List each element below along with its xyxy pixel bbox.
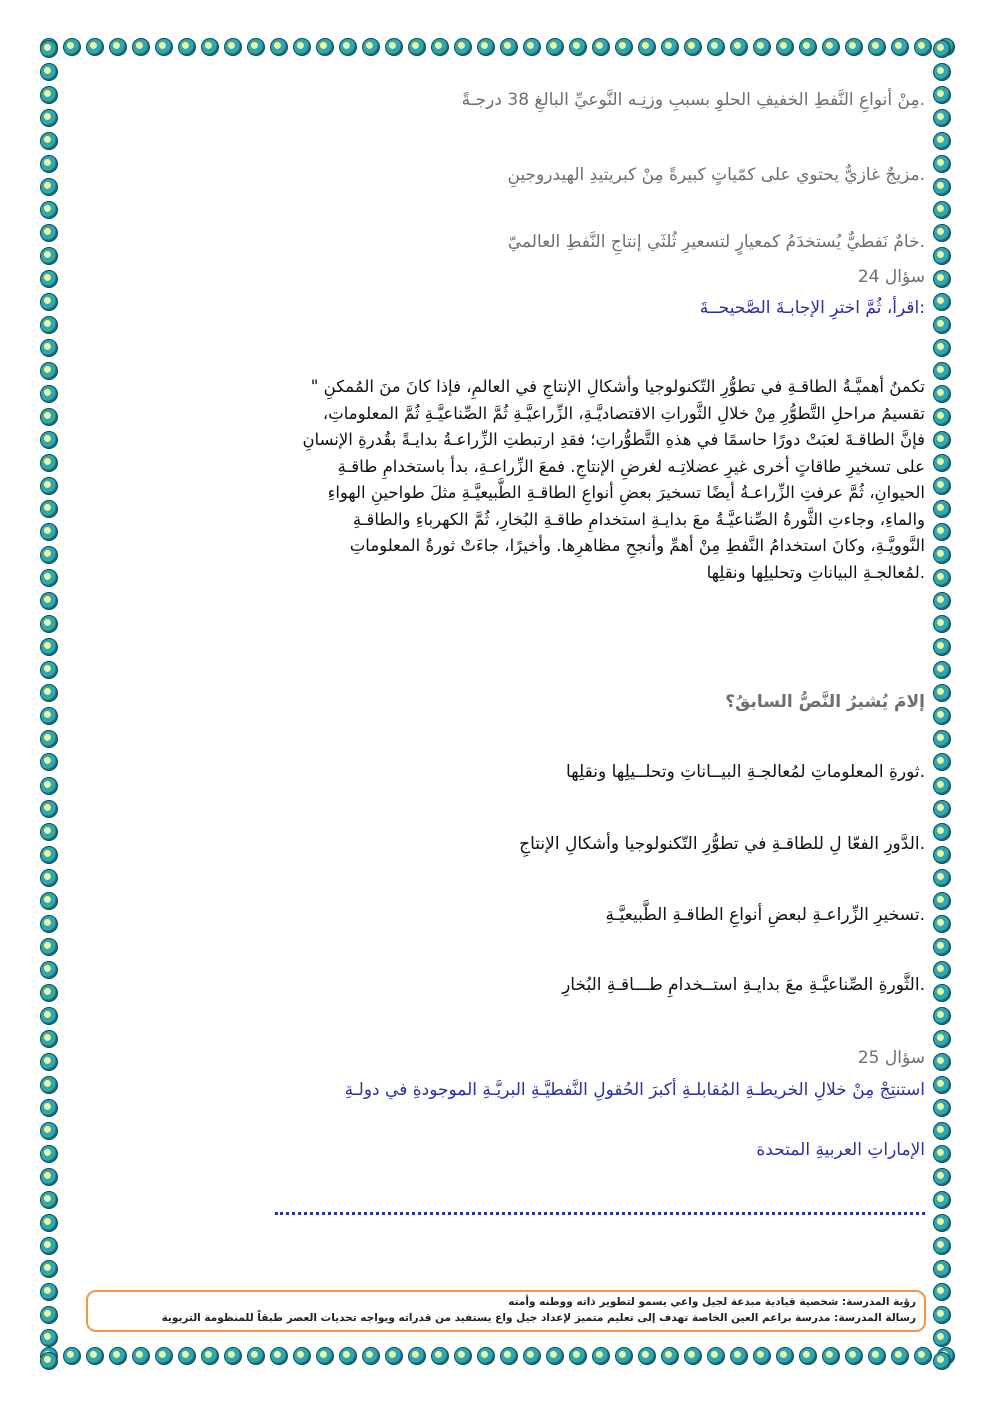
globe-icon [40,846,58,864]
globe-icon [270,1347,288,1365]
globe-icon [339,38,357,56]
globe-icon [569,1347,587,1365]
globe-icon [933,270,951,288]
answer-line[interactable] [275,1208,925,1215]
globe-icon [615,38,633,56]
globe-icon [933,1237,951,1255]
globe-icon [40,155,58,173]
globe-icon [40,40,58,58]
globe-icon [178,38,196,56]
globe-icon [40,86,58,104]
globe-icon [891,38,909,56]
right-border [933,40,955,1370]
globe-icon [293,38,311,56]
globe-icon [891,1347,909,1365]
globe-icon [845,38,863,56]
globe-icon [132,38,150,56]
globe-icon [868,1347,886,1365]
globe-icon [40,615,58,633]
globe-icon [914,38,932,56]
globe-icon [933,569,951,587]
globe-icon [40,316,58,334]
answer-option-3[interactable]: .تسخيرِ الزِّراعـةِ لبعضِ أنواعِ الطاقـةِ الطَّبيعيَّـةِ [605,905,925,925]
globe-icon [40,915,58,933]
globe-icon [224,1347,242,1365]
passage-line: الحيوانِ، ثُمَّ عرفتِ الزِّراعـةُ أيضًا تسخيرَ بعضِ أنواعِ الطاقـةِ الطَّبيعيَّـةِ مثلَ طواحينِ الهواءِ [327,483,925,502]
globe-icon [40,869,58,887]
globe-icon [933,846,951,864]
globe-icon [40,1099,58,1117]
globe-icon [933,638,951,656]
globe-icon [86,1347,104,1365]
answer-option-2[interactable]: .الدَّورِ الفعّا لِ للطاقـةِ في تطوُّرِ التّكنولوجيا وأشكالِ الإنتاجِ [519,834,925,854]
globe-icon [845,1347,863,1365]
globe-icon [40,1122,58,1140]
answer-option-1[interactable]: .ثورةِ المعلوماتِ لمُعالجـةِ البيــاناتِ وتحلــيلِها ونقلِها [565,762,925,782]
globe-icon [40,569,58,587]
globe-icon [201,1347,219,1365]
passage-line: على تسخيرِ طاقاتٍ أخرى غيرِ عضلاتِـه لغرضِ الإنتاجِ. فمعَ الزِّراعـةِ، بدأ باستخدامِ طاقـةِ [337,456,925,476]
globe-icon [933,1076,951,1094]
globe-icon [933,454,951,472]
globe-icon [40,777,58,795]
globe-icon [914,1347,932,1365]
globe-icon [592,1347,610,1365]
globe-icon [40,1329,58,1347]
globe-icon [247,38,265,56]
globe-icon [933,753,951,771]
globe-icon [40,707,58,725]
globe-icon [454,38,472,56]
globe-icon [40,362,58,380]
globe-icon [270,38,288,56]
globe-icon [799,38,817,56]
question-25-line-2: الإماراتِ العربيةِ المتحدة [756,1140,925,1160]
globe-icon [592,38,610,56]
globe-icon [109,38,127,56]
globe-icon [40,1260,58,1278]
globe-icon [316,38,334,56]
left-border [40,40,62,1370]
globe-icon [933,684,951,702]
globe-icon [40,1030,58,1048]
globe-icon [40,1007,58,1025]
globe-icon [933,63,951,81]
globe-icon [933,730,951,748]
globe-icon [933,1168,951,1186]
globe-icon [684,1347,702,1365]
globe-icon [362,38,380,56]
globe-icon [40,201,58,219]
passage-line: النَّوويَّـةِ، وكانَ استخدامُ النَّفطِ مِنْ أهمِّ وأنجحِ مظاهرِها. وأخيرًا، جاءَتْ ثورةُ المعلوماتِ [349,536,925,555]
globe-icon [933,1306,951,1324]
globe-icon [40,961,58,979]
globe-icon [155,1347,173,1365]
globe-icon [933,40,951,58]
globe-icon [684,38,702,56]
globe-icon [40,1191,58,1209]
globe-icon [40,1168,58,1186]
globe-icon [730,1347,748,1365]
globe-icon [933,408,951,426]
globe-icon [40,684,58,702]
globe-icon [63,38,81,56]
globe-icon [40,109,58,127]
passage [85,374,925,586]
globe-icon [40,224,58,242]
globe-icon [707,38,725,56]
globe-icon [933,707,951,725]
globe-icon [86,38,104,56]
globe-icon [224,38,242,56]
globe-icon [40,800,58,818]
globe-icon [40,892,58,910]
globe-icon [247,1347,265,1365]
globe-icon [201,38,219,56]
globe-icon [178,1347,196,1365]
passage-line: والماءِ، وجاءتِ الثَّورةُ الصِّناعيَّـةُ معَ بدايـةِ استخدامِ طاقـةِ البُخارِ، ثُمَّ الكهرباءِ والطاقـةِ [352,509,925,529]
globe-icon [933,178,951,196]
globe-icon [615,1347,633,1365]
globe-icon [500,38,518,56]
globe-icon [40,753,58,771]
globe-icon [40,1053,58,1071]
globe-icon [40,546,58,564]
globe-icon [293,1347,311,1365]
top-border [40,38,955,60]
globe-icon [408,38,426,56]
globe-icon [40,293,58,311]
intro-line-1: .مِنْ أنواعِ النَّفطِ الخفيفِ الحلوِ بسببِ وزنِـه النَّوعيِّ البالغِ 38 درجـةً [461,90,925,110]
globe-icon [933,132,951,150]
globe-icon [40,247,58,265]
globe-icon [385,38,403,56]
globe-icon [868,38,886,56]
globe-icon [40,1145,58,1163]
globe-icon [707,1347,725,1365]
globe-icon [40,1214,58,1232]
globe-icon [822,38,840,56]
globe-icon [933,892,951,910]
school-footer [86,1290,926,1332]
globe-icon [40,1306,58,1324]
globe-icon [40,431,58,449]
globe-icon [40,270,58,288]
globe-icon [661,1347,679,1365]
globe-icon [40,938,58,956]
passage-line: تقسيمُ مراحلِ التَّطوُّرِ مِنْ خلالِ الثَّوراتِ الاقتصاديَّـةِ، الزِّراعيَّـةِ ثُمَّ الصِّناعيَّـةِ ثُمَّ المعلوماتِ، [322,403,925,423]
globe-icon [408,1347,426,1365]
globe-icon [933,523,951,541]
school-vision: رؤية المدرسة: شخصية قيادية مبدعة لجيل واعي يسمو لتطوير ذاته ووطنه وأمته [508,1296,916,1308]
globe-icon [40,339,58,357]
globe-icon [40,408,58,426]
question-24-instruction: :اقرأ، ثُمَّ اخترِ الإجابـةَ الصَّحيحــةَ [699,298,925,318]
globe-icon [661,38,679,56]
intro-line-3: .خامٌ نَفطيٌّ يُستخدَمُ كمعيارٍ لتسعيرِ ثُلثَي إنتاجِ النَّفطِ العالميّ [507,232,925,252]
globe-icon [933,546,951,564]
globe-icon [933,293,951,311]
globe-icon [109,1347,127,1365]
passage-line: .لمُعالجـةِ البياناتِ وتحليلِها ونقلِها [706,562,925,582]
globe-icon [933,362,951,380]
globe-icon [40,1076,58,1094]
globe-icon [933,1283,951,1301]
globe-icon [933,869,951,887]
globe-icon [316,1347,334,1365]
globe-icon [822,1347,840,1365]
globe-icon [40,523,58,541]
globe-icon [933,1007,951,1025]
globe-icon [477,1347,495,1365]
globe-icon [40,1352,58,1370]
globe-icon [40,638,58,656]
globe-icon [933,247,951,265]
globe-icon [933,316,951,334]
passage-line: تكمنُ أهميَّـةُ الطاقـةِ في تطوُّرِ التّكنولوجيا وأشكالِ الإنتاجِ في العالمِ، فإذا كانَ منَ المُمكنِ " [310,377,925,396]
globe-icon [933,777,951,795]
globe-icon [40,385,58,403]
globe-icon [523,1347,541,1365]
globe-icon [933,592,951,610]
globe-icon [933,1145,951,1163]
globe-icon [799,1347,817,1365]
globe-icon [933,915,951,933]
globe-icon [933,86,951,104]
globe-icon [933,339,951,357]
globe-icon [40,661,58,679]
globe-icon [933,109,951,127]
globe-icon [155,38,173,56]
globe-icon [40,592,58,610]
globe-icon [638,38,656,56]
intro-line-2: .مزيجٌ غازيٌّ يحتوي على كمّياتٍ كبيرةً مِنْ كبريتيدِ الهيدروجينِ [507,165,925,185]
globe-icon [431,38,449,56]
globe-icon [776,38,794,56]
globe-icon [933,1099,951,1117]
school-mission: رسالة المدرسة: مدرسة براعم العين الخاصة تهدف إلى تعليم متميز لإعداد جيل واع يستفيد من قدراته ويواجه تحديات العصر طبقاً للمنظومة التربوية [161,1312,916,1324]
globe-icon [933,1030,951,1048]
globe-icon [933,1352,951,1370]
answer-option-4[interactable]: .الثَّورةِ الصِّناعيَّـةِ معَ بدايـةِ استــخدامِ طـــاقـةِ البُخارِ [562,975,925,995]
globe-icon [546,38,564,56]
globe-icon [40,1237,58,1255]
globe-icon [753,38,771,56]
passage-line: فإنَّ الطاقـةَ لعبَتْ دورًا حاسمًا في هذهِ التَّطوُّراتِ؛ فقدِ ارتبطتِ الزِّراعـةُ بدايـةً بقُدرةِ الإنسانِ [302,430,925,449]
globe-icon [477,38,495,56]
globe-icon [362,1347,380,1365]
globe-icon [40,730,58,748]
globe-icon [40,823,58,841]
globe-icon [339,1347,357,1365]
globe-icon [933,224,951,242]
question-25-line-1: استنتِجْ مِنْ خلالِ الخريطـةِ المُقابلـةِ أكبرَ الحُقولِ النَّفطيَّـةِ البريَّـةِ الموجودةِ في دولـةِ [344,1080,925,1100]
globe-icon [933,500,951,518]
globe-icon [730,38,748,56]
globe-icon [500,1347,518,1365]
globe-icon [933,477,951,495]
globe-icon [933,1053,951,1071]
globe-icon [569,38,587,56]
globe-icon [454,1347,472,1365]
globe-icon [933,1191,951,1209]
globe-icon [40,984,58,1002]
globe-icon [933,385,951,403]
globe-icon [523,38,541,56]
globe-icon [132,1347,150,1365]
question-24-prompt: إلامَ يُشيرُ النَّصُّ السابقُ؟ [725,692,925,712]
globe-icon [40,178,58,196]
globe-icon [933,1260,951,1278]
globe-icon [753,1347,771,1365]
globe-icon [546,1347,564,1365]
globe-icon [933,661,951,679]
globe-icon [933,961,951,979]
globe-icon [933,201,951,219]
globe-icon [933,984,951,1002]
globe-icon [933,155,951,173]
globe-icon [385,1347,403,1365]
globe-icon [638,1347,656,1365]
globe-icon [40,132,58,150]
globe-icon [933,431,951,449]
globe-icon [933,823,951,841]
globe-icon [933,1329,951,1347]
question-24-number: سؤال 24 [857,267,925,287]
globe-icon [933,938,951,956]
globe-icon [431,1347,449,1365]
question-25-number: سؤال 25 [857,1048,925,1068]
globe-icon [40,454,58,472]
globe-icon [40,63,58,81]
globe-icon [40,477,58,495]
globe-icon [40,1283,58,1301]
globe-icon [63,1347,81,1365]
globe-icon [776,1347,794,1365]
globe-icon [933,1122,951,1140]
globe-icon [933,615,951,633]
globe-icon [933,800,951,818]
globe-icon [933,1214,951,1232]
globe-icon [40,500,58,518]
bottom-border [40,1347,955,1369]
